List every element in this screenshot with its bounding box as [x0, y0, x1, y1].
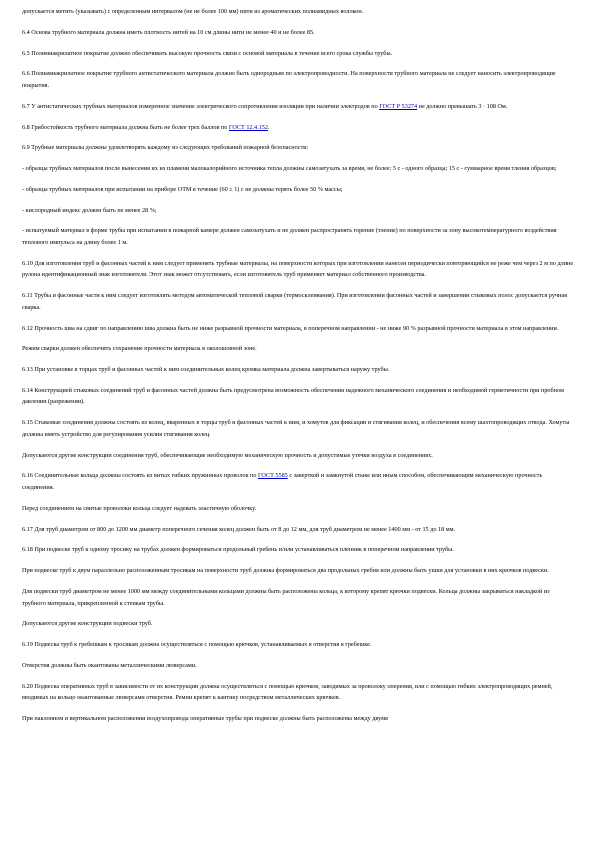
- paragraph-9: - образцы трубных материалов при испытании на приборе ОТМ в течение (60 ± 1) с не должны терять более 50 % массы;: [22, 185, 343, 193]
- gost-12-4-152-link[interactable]: ГОСТ 12.4.152: [228, 123, 268, 131]
- paragraph-25: Для подвески труб диаметром не менее 1000 мм между соединительными кольцами должны быть расположены кольца, к которому крепят крючки подвески. Кольца должны закрываться накладкой из трубного материала, прикрепленной к стенкам трубы.: [22, 587, 550, 607]
- paragraph-4: 6.6 Полиамиакрилатное покрытие трубного антистатического материала должно быть однородным по электропроводности. На поверхности трубного материала не следует наносить электропроводящие покрытия.: [22, 70, 556, 89]
- paragraph-6: [22, 122, 574, 134]
- gost-5585-link[interactable]: ГОСТ 5585: [257, 472, 288, 480]
- paragraph-22: 6.17 Для труб диаметром от 800 до 1200 мм диаметр поперечного сечения колец должен быть от 8 до 12 мм, для труб диаметром не менее 1400 мм - от 15 до 18 мм.: [22, 525, 456, 533]
- paragraph-6-text-after: .: [267, 123, 270, 131]
- paragraph-20-text-before: 6.16 Соединительные кольца должны состоять из витых гибких пружинных проволок по: [22, 472, 258, 480]
- paragraph-8: - образцы трубных материалов после вынесения их из пламени малокалорийного источника тепла должны самозатухать за время, не более: 5 с - одного образца; 15 с - суммарное время тления образцов;: [22, 165, 557, 173]
- paragraph-18: 6.15 Стыковые соединения должны состоять из колец, вваренных в торцы труб и фасонных частей к ним, и хомутов для фиксации и стягивания колец, и обеспечения всему шахтопроводящих отвода. Хомуты должны иметь устройство для регулирования усилия стягивания колец.: [22, 419, 570, 438]
- paragraph-17: 6.14 Конструкцией стыковых соединений труб и фасонных частей должна быть предусмотрена возможность обеспечения надежного механического соединения и необходимой герметичности при пробном давлении (разрежении).: [22, 386, 564, 406]
- paragraph-14: 6.12 Прочность шва на сдвиг по направлению шва должна быть не ниже разрывной прочности материала, в поперечном направлении - не ниже 90 % разрывной прочности материала в этом направлении.: [22, 324, 559, 332]
- paragraph-26: Допускаются другие конструкции подвески труб.: [22, 620, 153, 628]
- paragraph-3: 6.5 Полимиакрилатное покрытие должно обеспечивать высокую прочность связи с основой материала в течение всего срока службы трубы.: [22, 49, 393, 57]
- paragraph-12: 6.10 Для изготовления труб и фасонных частей к ним следует применять трубные материалы, на поверхности которых при изготовлении нанесен периодически повторяющийся не реже чем через 2 м по длине рулона идентификационный знак изготовителя. Этот знак может отсутствовать, если изготовитель труб применяет материал собственного производства.: [22, 259, 574, 279]
- paragraph-10: - кислородный индекс должен быть не менее 28 %;: [22, 206, 157, 214]
- paragraph-20-text-after: с заверткой и замкнутой стыке или иным способом, обеспечивающим механическую прочность соединения.: [22, 472, 543, 491]
- paragraph-30: При наклонном и вертикальном расположении воздухопровода оперативные трубы при подвеске должны быть расположены между двумя: [22, 715, 388, 722]
- paragraph-21: Перед соединением на свитые проволоки кольца следует надевать эластичную оболочку.: [22, 504, 257, 512]
- gost-r-53274-link[interactable]: ГОСТ Р 53274: [379, 102, 418, 110]
- paragraph-5-text-after: не должно превышать 3 · 108 Ом.: [417, 102, 508, 110]
- paragraph-15: Режим сварки должен обеспечить сохранение прочности материала в околошовной зоне.: [22, 345, 257, 353]
- paragraph-7: 6.9 Трубные материалы должны удовлетворять каждому из следующих требований пожарной безопасности:: [22, 144, 309, 152]
- paragraph-5: [22, 101, 574, 113]
- paragraph-29: 6.20 Подвеска оперативных труб в зависимости от их конструкции должна осуществляться с помощью крючков, заводимых за проволоку оперения, или с помощью гибких электропроводящих ремней, вводимых на кольцо окантованные люверсами отверстия. Ремни крепят к кантику посредством металлических крючков.: [22, 682, 553, 702]
- paragraph-6-text-before: 6.8 Грибостойкость трубного материала должна быть не более трех баллов по: [22, 123, 229, 131]
- paragraph-16: 6.13 При установке в торцах труб и фасонных частей к ним соединительных колец кромка материала должна завертываться наружу трубы.: [22, 366, 390, 374]
- paragraph-27: 6.19 Подвеска труб к гребешкам к тросикам должна осуществляться с помощью крючков, устанавливаемых в отверстия в гребешке.: [22, 641, 372, 649]
- paragraph-28: Отверстия должны быть окантованы металлическими люверсами.: [22, 661, 197, 669]
- paragraph-11: - испытуемый материал в форме трубы при испытании в пожарной камере должен самозатухать и не должен распространять горение (тление) по поверхности за зону высокотемпературного воздействия теплового импульса на длину более 1 м.: [22, 227, 557, 246]
- paragraph-1: допускается метить (указывать) с определенным интервалом (не не более 100 мм) нити из ароматических полиамидных волокон.: [22, 8, 364, 15]
- paragraph-2: 6.4 Основа трубного материала должна иметь плотность нитей на 10 см длины нити не менее 40 и не более 85.: [22, 28, 315, 36]
- paragraph-24: При подвеске труб к двум параллельно расположенным тросикам на поверхности труб должны формироваться два продольных гребня или должны быть ушки для установки в них крючков подвески.: [22, 567, 549, 575]
- paragraph-13: 6.11 Трубы и фасонные части к ним следует изготовлять методом автоматической тепловой сварки (термосклеивания). При изготовлении фасонных частей и завершении стыковых полос допускается ручная сварка.: [22, 292, 567, 311]
- paragraph-19: Допускаются другие конструкции соединения труб, обеспечивающие необходимую механическую прочность и допустимые утечки воздуха в соединениях.: [22, 451, 433, 459]
- paragraph-20: [22, 470, 574, 493]
- paragraph-23: 6.18 При подвеске труб к одному тросику на трубах должен формироваться продольный гребень и/или устанавливаться пленник в поперечном направлении трубы.: [22, 546, 454, 554]
- paragraph-5-text-before: 6.7 У антистатических трубных материалов измеренное значение электрического сопротивления изоляции при наличии электродов по: [22, 102, 380, 110]
- document-page: [22, 6, 574, 734]
